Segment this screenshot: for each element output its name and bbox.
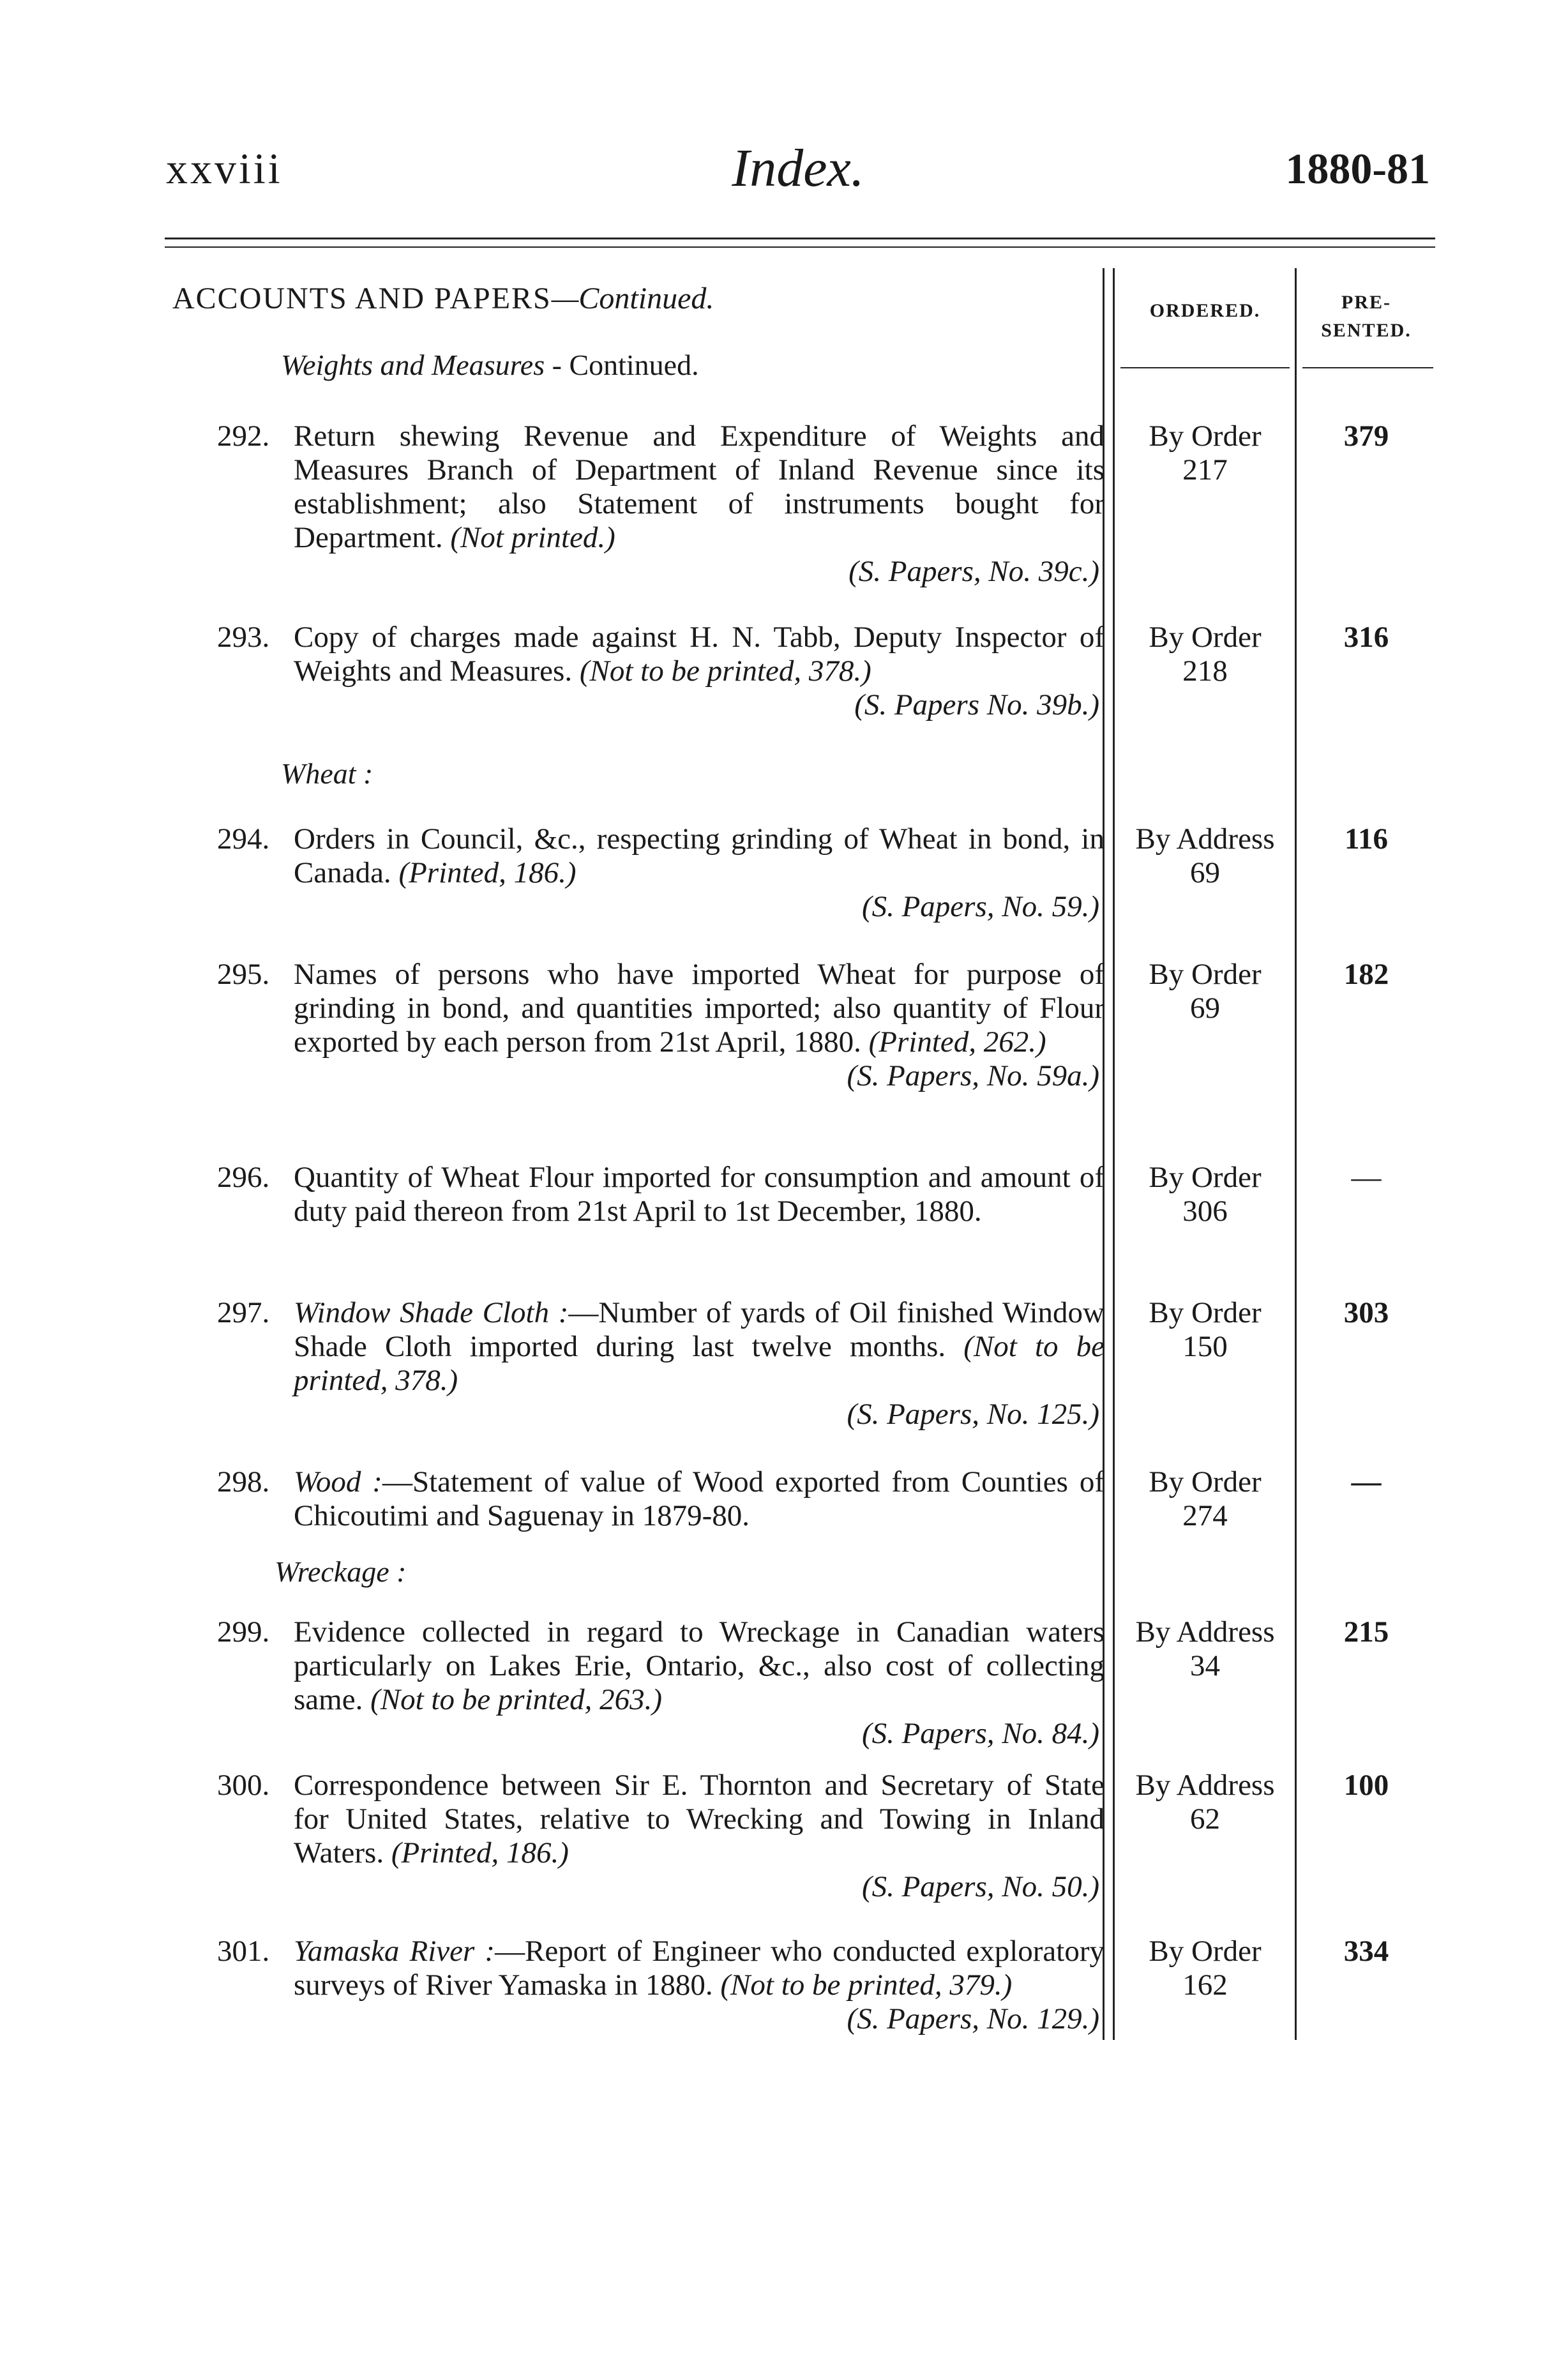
subheading-weights-continued: - Continued.	[545, 349, 699, 381]
entry-presented: 303	[1343, 1296, 1389, 1329]
entry-number: 299.	[217, 1615, 270, 1649]
entry-title: Yamaska River :	[294, 1935, 495, 1968]
entry-note: (Not to be printed, 378.)	[579, 654, 871, 688]
list-item	[217, 1769, 1104, 1904]
entry-ordered	[1117, 1615, 1293, 1683]
entry-reference: (S. Papers, No. 129.)	[847, 2002, 1099, 2035]
entry-ordered	[1117, 419, 1293, 487]
entry-note: (Not to be printed, 263.)	[370, 1683, 662, 1716]
entry-text: Evidence collected in regard to Wreckage in Canadian waters particularly on Lakes Erie, Ontario, &c., also cost of collecting same.	[294, 1615, 1104, 1716]
entry-number: 301.	[217, 1935, 270, 1968]
entry-presented: 215	[1343, 1615, 1389, 1649]
entry-presented: —	[1351, 1161, 1382, 1194]
subheading-weights	[281, 348, 699, 382]
list-item	[217, 1935, 1104, 2036]
session-year: 1880-81	[1285, 144, 1430, 193]
entry-ordered	[1117, 1769, 1293, 1836]
entry-presented: 100	[1343, 1769, 1389, 1802]
entry-text: Orders in Council, &c., respecting grinding of Wheat in bond, in Canada.	[294, 822, 1104, 889]
entry-note: (Not printed.)	[450, 521, 615, 554]
entry-text: —Number of yards of Oil finished Window Shade Cloth imported during last twelve months.	[294, 1296, 1104, 1363]
list-item	[217, 621, 1104, 722]
entry-reference: (S. Papers, No. 84.)	[861, 1717, 1099, 1750]
page-title: Index.	[732, 139, 864, 198]
entry-reference: (S. Papers, No. 125.)	[847, 1398, 1099, 1431]
entry-ordered	[1117, 958, 1293, 1025]
column-divider-right	[1295, 268, 1297, 2040]
list-item	[217, 1296, 1104, 1431]
entry-ordered	[1117, 1161, 1293, 1228]
entry-text: Names of persons who have imported Wheat for purpose of grinding in bond, and quantities imported; also quantity of Flour exported by each person from 21st April, 1880.	[294, 958, 1104, 1059]
ordered-type: By Order	[1149, 621, 1262, 654]
ordered-number: 218	[1182, 654, 1228, 688]
header-rule-thin	[165, 246, 1435, 248]
page-header	[166, 139, 1430, 214]
ordered-number: 69	[1190, 856, 1220, 889]
list-item	[217, 958, 1104, 1093]
column-divider-left-inner	[1113, 268, 1115, 2040]
subheading-weights-label: Weights and Measures	[281, 349, 545, 381]
ordered-number: 217	[1182, 453, 1228, 487]
entry-number: 300.	[217, 1769, 270, 1802]
entry-number: 296.	[217, 1161, 270, 1194]
entry-note: (Printed, 186.)	[398, 856, 577, 889]
entry-text: —Report of Engineer who conducted exploratory surveys of River Yamaska in 1880.	[294, 1935, 1104, 2002]
entry-note: (Printed, 262.)	[868, 1025, 1046, 1059]
entry-ordered	[1117, 1935, 1293, 2002]
ordered-type: By Order	[1149, 1935, 1262, 1968]
entry-number: 295.	[217, 958, 270, 991]
entry-presented: 334	[1343, 1935, 1389, 1968]
list-item	[217, 419, 1104, 589]
entry-ordered	[1117, 1465, 1293, 1533]
entry-ordered	[1117, 621, 1293, 688]
page-number: xxviii	[166, 144, 283, 193]
section-continued: —Continued.	[551, 282, 714, 315]
subheading-wreckage: Wreckage :	[275, 1555, 407, 1588]
list-item	[217, 1161, 1104, 1228]
entry-presented: 182	[1343, 958, 1389, 991]
ordered-column-header: ORDERED.	[1149, 300, 1261, 321]
ordered-type: By Address	[1135, 822, 1275, 856]
entry-presented: 316	[1343, 621, 1389, 654]
entry-number: 293.	[217, 621, 270, 654]
entry-number: 294.	[217, 822, 270, 856]
entry-presented: —	[1351, 1465, 1382, 1499]
entry-reference: (S. Papers, No. 50.)	[861, 1870, 1099, 1903]
entry-number: 292.	[217, 419, 270, 453]
ordered-type: By Order	[1149, 1296, 1262, 1329]
ordered-number: 274	[1182, 1499, 1228, 1532]
ordered-number: 162	[1182, 1968, 1228, 2002]
entry-note: (Printed, 186.)	[391, 1836, 569, 1869]
presented-header-rule	[1302, 367, 1433, 368]
ordered-number: 306	[1182, 1195, 1228, 1228]
entry-reference: (S. Papers, No. 59.)	[861, 890, 1099, 923]
ordered-number: 62	[1190, 1802, 1220, 1836]
entry-note: (Not to be printed, 378.)	[294, 1330, 1104, 1397]
ordered-type: By Order	[1149, 958, 1262, 991]
ordered-type: By Address	[1135, 1615, 1275, 1649]
entry-number: 297.	[217, 1296, 270, 1329]
ordered-type: By Order	[1149, 1161, 1262, 1194]
list-item	[217, 1615, 1104, 1751]
entry-ordered	[1117, 822, 1293, 890]
ordered-header-rule	[1120, 367, 1290, 368]
section-title: ACCOUNTS AND PAPERS	[172, 282, 552, 315]
entry-text: Correspondence between Sir E. Thornton and Secretary of State for United States, relative to Wrecking and Towing in Inland Waters.	[294, 1769, 1104, 1869]
header-rule-thick	[165, 238, 1435, 239]
entry-reference: (S. Papers No. 39b.)	[854, 688, 1099, 721]
ordered-number: 34	[1190, 1649, 1220, 1682]
ordered-number: 150	[1182, 1330, 1228, 1363]
entry-presented: 379	[1343, 419, 1389, 453]
section-heading	[172, 281, 714, 316]
list-item	[217, 822, 1104, 924]
entry-title: Wood :	[294, 1465, 382, 1499]
ordered-type: By Order	[1149, 419, 1262, 453]
entry-reference: (S. Papers, No. 59a.)	[847, 1059, 1099, 1092]
entry-presented: 116	[1345, 822, 1388, 856]
entry-text: Return shewing Revenue and Expenditure of Weights and Measures Branch of Department of Inland Revenue since its establishment; also Statement of instruments bought for Department.	[294, 419, 1104, 554]
ordered-type: By Order	[1149, 1465, 1262, 1499]
presented-column-header: PRE- SENTED.	[1321, 292, 1412, 341]
entry-text: Copy of charges made against H. N. Tabb, Deputy Inspector of Weights and Measures.	[294, 621, 1104, 688]
ordered-type: By Address	[1135, 1769, 1275, 1802]
ordered-number: 69	[1190, 992, 1220, 1025]
subheading-wheat: Wheat :	[281, 757, 373, 790]
entry-title: Window Shade Cloth :	[294, 1296, 569, 1329]
entry-number: 298.	[217, 1465, 270, 1499]
entry-note: (Not to be printed, 379.)	[720, 1968, 1013, 2002]
entry-text: Quantity of Wheat Flour imported for consumption and amount of duty paid thereon from 21st April to 1st December, 1880.	[294, 1161, 1104, 1228]
entry-ordered	[1117, 1296, 1293, 1364]
list-item	[217, 1465, 1104, 1533]
entry-text: —Statement of value of Wood exported from Counties of Chicoutimi and Saguenay in 1879-80.	[294, 1465, 1104, 1532]
entry-reference: (S. Papers, No. 39c.)	[848, 555, 1099, 588]
